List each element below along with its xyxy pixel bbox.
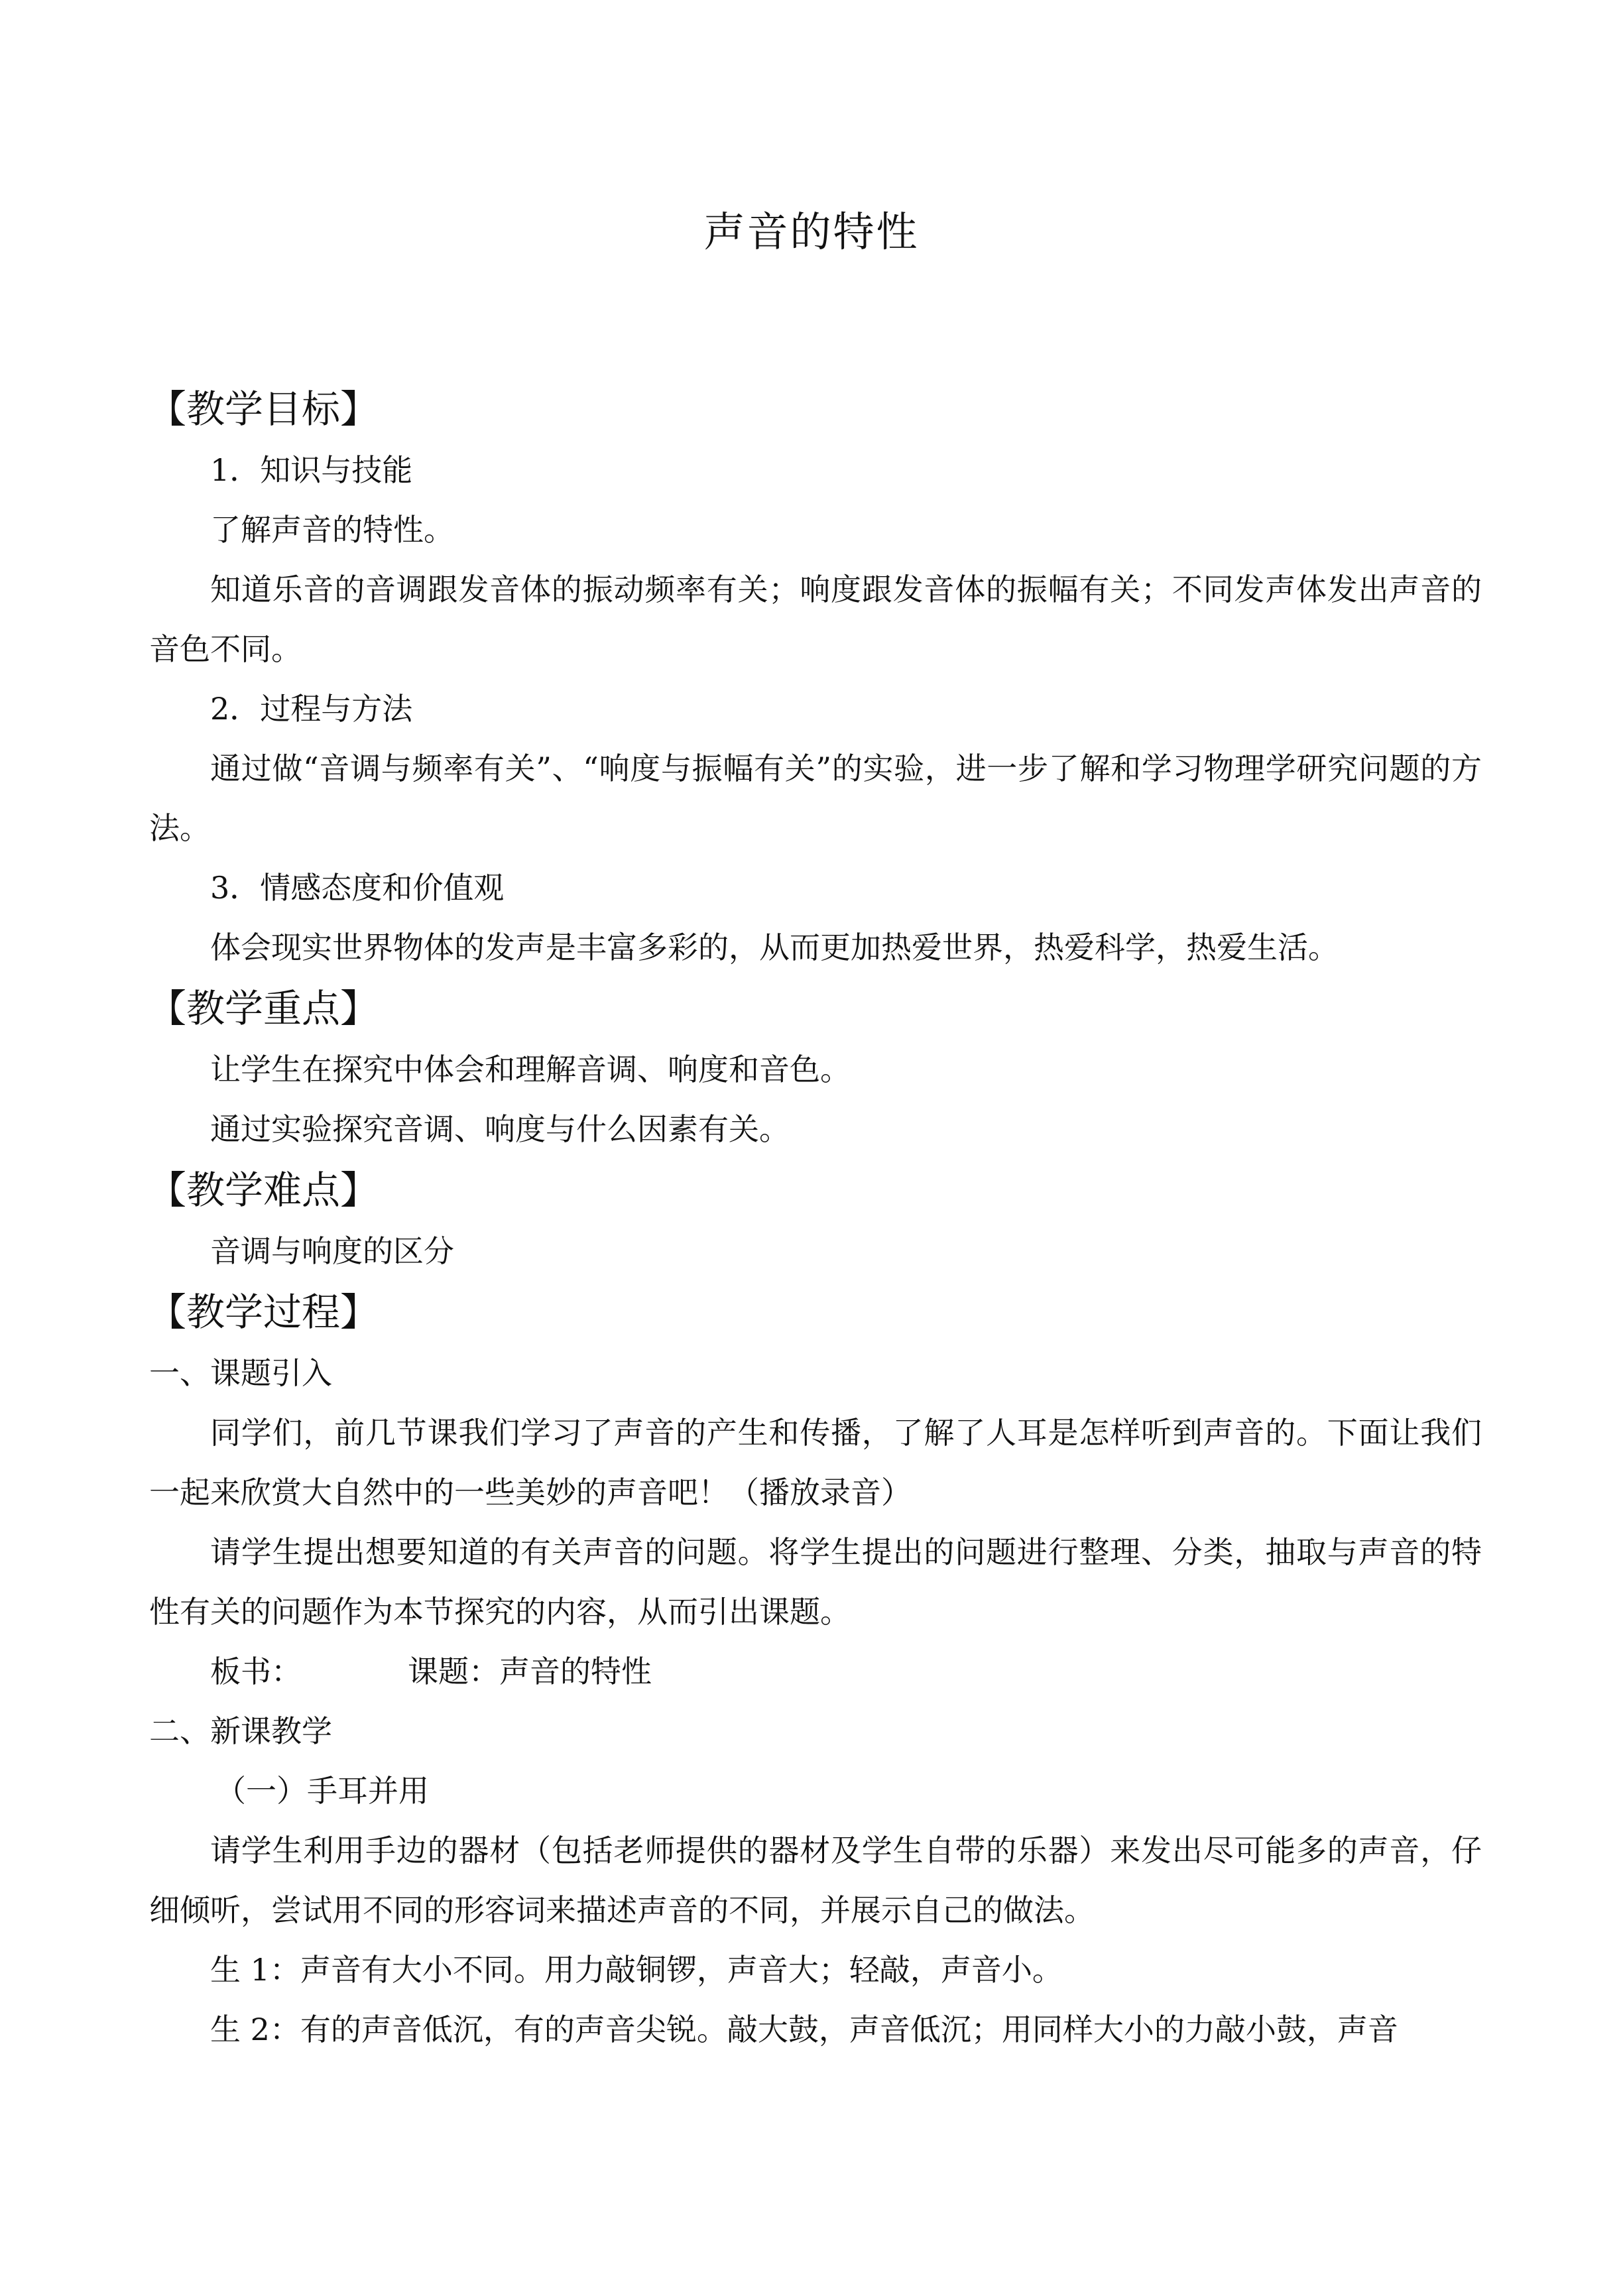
paragraph: 同学们，前几节课我们学习了声音的产生和传播，了解了人耳是怎样听到声音的。下面让我们一起来欣赏大自然中的一些美妙的声音吧！（播放录音） <box>149 1415 1482 1510</box>
document-body <box>149 378 1482 2059</box>
board-label: 板书： <box>210 1654 302 1689</box>
paragraph: 通过实验探究音调、响度与什么因素有关。 <box>210 1111 790 1147</box>
objective-item-1: 1．知识与技能 <box>210 452 413 488</box>
paragraph: 通过做“音调与频率有关”、“响度与振幅有关”的实验，进一步了解和学习物理学研究问题的方法。 <box>149 751 1482 846</box>
paragraph: 生 2：有的声音低沉，有的声音尖锐。敲大鼓，声音低沉；用同样大小的力敲小鼓，声音 <box>210 2012 1398 2047</box>
heading-difficulties: 【教学难点】 <box>148 1168 379 1213</box>
paragraph: 请学生利用手边的器材（包括老师提供的器材及学生自带的乐器）来发出尽可能多的声音，仔细倾听，尝试用不同的形容词来描述声音的不同，并展示自己的做法。 <box>149 1833 1482 1928</box>
paragraph: 知道乐音的音调跟发音体的振动频率有关；响度跟发音体的振幅有关；不同发声体发出声音的音色不同。 <box>149 572 1482 667</box>
process-part-1: 一、课题引入 <box>149 1355 332 1391</box>
document-title: 声音的特性 <box>703 208 920 256</box>
heading-objectives: 【教学目标】 <box>148 387 379 432</box>
board-writing-line <box>149 1642 1482 1701</box>
paragraph: 生 1：声音有大小不同。用力敲铜锣，声音大；轻敲，声音小。 <box>210 1952 1063 1988</box>
process-part-2: 二、新课教学 <box>149 1713 332 1749</box>
paragraph: 音调与响度的区分 <box>210 1233 454 1269</box>
paragraph: 体会现实世界物体的发声是丰富多彩的，从而更加热爱世界，热爱科学，热爱生活。 <box>210 930 1339 965</box>
paragraph: 了解声音的特性。 <box>210 512 454 548</box>
paragraph: 请学生提出想要知道的有关声音的问题。将学生提出的问题进行整理、分类，抽取与声音的特性有关的问题作为本节探究的内容，从而引出课题。 <box>149 1534 1482 1630</box>
subsection-title: （一）手耳并用 <box>215 1773 429 1809</box>
objective-item-3: 3．情感态度和价值观 <box>210 870 505 906</box>
board-text: 课题：声音的特性 <box>408 1654 652 1689</box>
heading-key-points: 【教学重点】 <box>148 986 379 1031</box>
heading-process: 【教学过程】 <box>148 1290 379 1335</box>
paragraph: 让学生在探究中体会和理解音调、响度和音色。 <box>210 1052 851 1087</box>
objective-item-2: 2．过程与方法 <box>210 691 413 727</box>
